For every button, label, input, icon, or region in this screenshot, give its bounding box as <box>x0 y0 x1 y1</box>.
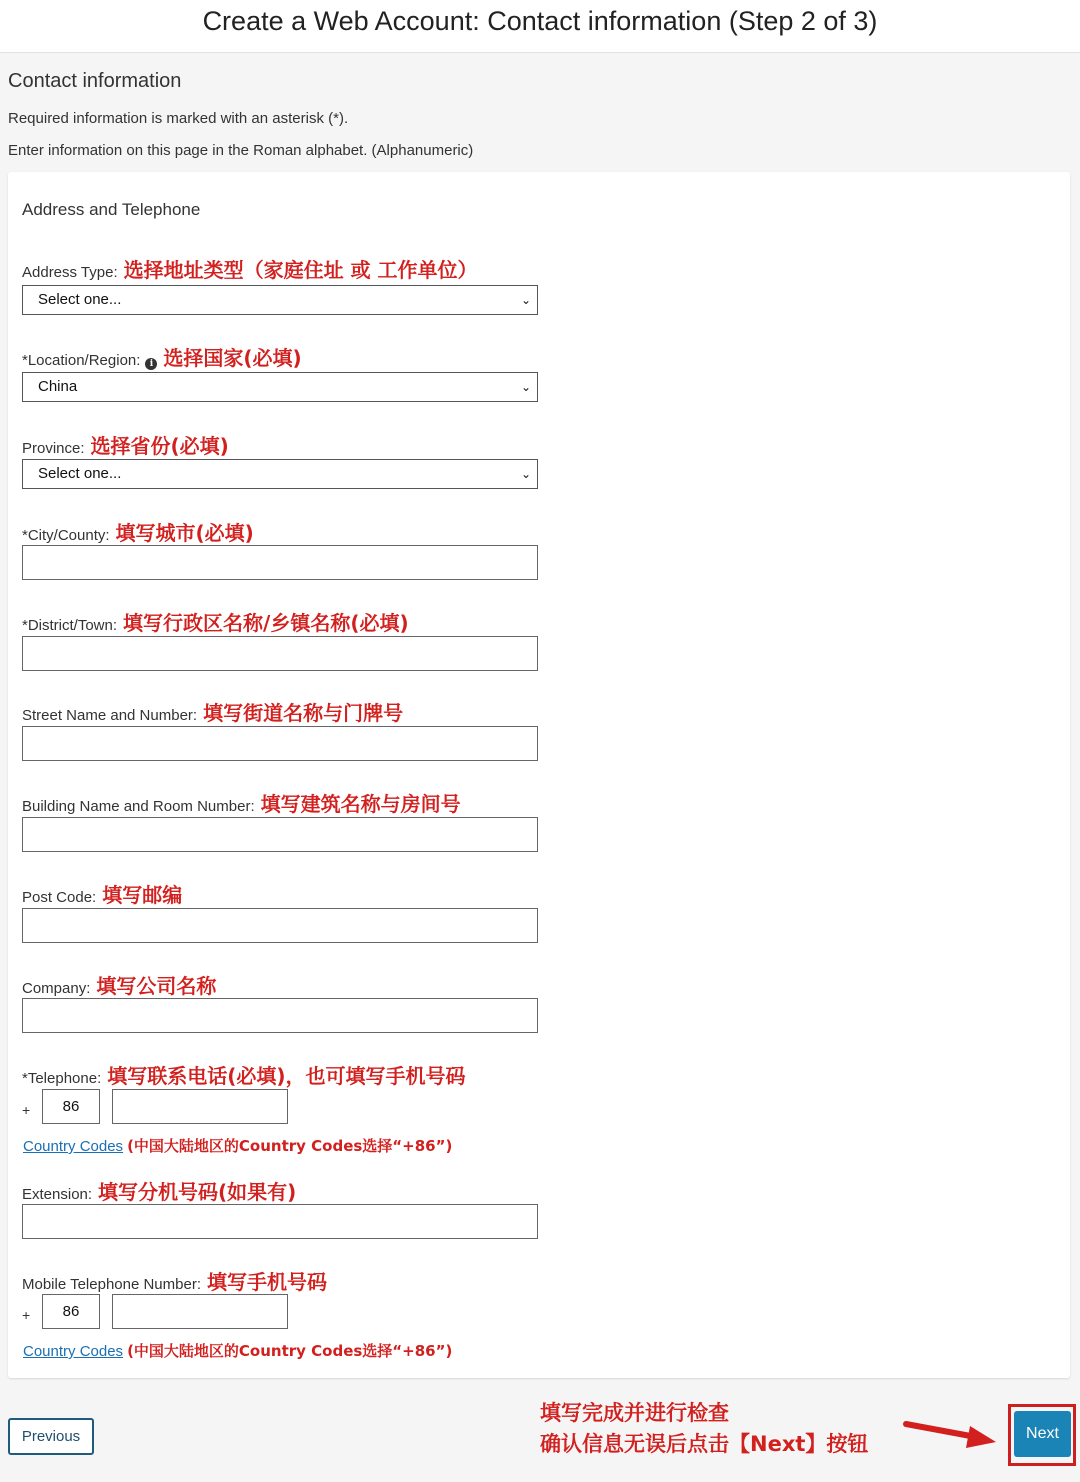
location-value: China <box>38 378 78 395</box>
building-input[interactable] <box>22 817 538 852</box>
chevron-down-icon: ⌄ <box>520 293 531 307</box>
telephone-country-code-input[interactable]: 86 <box>42 1089 100 1124</box>
country-codes-annotation: (中国大陆地区的Country Codes选择“+86”) <box>127 1342 453 1360</box>
company-label-row <box>22 970 216 999</box>
district-label-row <box>22 607 409 636</box>
location-select[interactable] <box>22 372 538 402</box>
province-label-row <box>22 430 229 459</box>
province-annotation: 选择省份(必填) <box>90 434 229 458</box>
province-value: Select one... <box>38 465 122 482</box>
section-title: Contact information <box>8 70 182 92</box>
street-annotation: 填写街道名称与门牌号 <box>203 701 404 725</box>
district-annotation: 填写行政区名称/乡镇名称(必填) <box>123 611 409 635</box>
building-label: Building Name and Room Number: <box>22 798 255 815</box>
chevron-down-icon: ⌄ <box>520 467 531 481</box>
location-label: *Location/Region: <box>22 352 141 369</box>
company-label: Company: <box>22 980 91 997</box>
province-select[interactable] <box>22 459 538 489</box>
red-arrow-icon <box>900 1414 1000 1454</box>
telephone-label: *Telephone: <box>22 1070 102 1087</box>
building-annotation: 填写建筑名称与房间号 <box>260 792 461 816</box>
alphabet-note: Enter information on this page in the Roman alphabet. (Alphanumeric) <box>8 142 474 159</box>
mobile-label: Mobile Telephone Number: <box>22 1276 201 1293</box>
street-input[interactable] <box>22 726 538 761</box>
mobile-label-row <box>22 1266 327 1295</box>
address-telephone-card <box>8 172 1070 1378</box>
country-codes-link[interactable]: Country Codes <box>23 1138 124 1155</box>
card-title: Address and Telephone <box>22 200 201 219</box>
building-label-row <box>22 788 461 817</box>
extension-input[interactable] <box>22 1204 538 1239</box>
page-header <box>0 0 1080 53</box>
country-codes-link[interactable]: Country Codes <box>23 1343 124 1360</box>
mobile-country-code-input[interactable]: 86 <box>42 1294 100 1329</box>
city-input[interactable] <box>22 545 538 580</box>
mobile-plus-sign: + <box>22 1307 31 1323</box>
location-label-row <box>22 342 302 371</box>
previous-button[interactable]: Previous <box>8 1418 94 1455</box>
street-label: Street Name and Number: <box>22 707 198 724</box>
street-label-row <box>22 697 403 726</box>
required-note: Required information is marked with an asterisk (*). <box>8 110 349 127</box>
address-type-label: Address Type: <box>22 264 118 281</box>
province-label: Province: <box>22 440 85 457</box>
postcode-input[interactable] <box>22 908 538 943</box>
address-type-label-row <box>22 254 478 283</box>
next-button[interactable]: Next <box>1014 1411 1071 1457</box>
mobile-number-input[interactable] <box>112 1294 288 1329</box>
company-annotation: 填写公司名称 <box>96 974 217 998</box>
city-annotation: 填写城市(必填) <box>115 521 254 545</box>
postcode-label: Post Code: <box>22 889 97 906</box>
telephone-country-codes-row <box>23 1135 452 1156</box>
extension-label-row <box>22 1176 296 1205</box>
bottom-annotation-line2: 确认信息无误后点击【Next】按钮 <box>540 1432 869 1456</box>
mobile-annotation: 填写手机号码 <box>207 1270 327 1294</box>
telephone-annotation: 填写联系电话(必填)，也可填写手机号码 <box>107 1064 466 1088</box>
telephone-number-input[interactable] <box>112 1089 288 1124</box>
address-type-value: Select one... <box>38 291 122 308</box>
postcode-label-row <box>22 879 182 908</box>
location-annotation: 选择国家(必填) <box>163 346 302 370</box>
city-label: *City/County: <box>22 527 110 544</box>
telephone-plus-sign: + <box>22 1102 31 1118</box>
info-icon[interactable]: i <box>145 358 157 370</box>
postcode-annotation: 填写邮编 <box>102 883 183 907</box>
bottom-annotation-line1: 填写完成并进行检查 <box>540 1401 729 1425</box>
extension-annotation: 填写分机号码(如果有) <box>98 1180 297 1204</box>
extension-label: Extension: <box>22 1186 93 1203</box>
mobile-country-codes-row <box>23 1340 452 1361</box>
address-type-select[interactable] <box>22 285 538 315</box>
district-label: *District/Town: <box>22 617 118 634</box>
telephone-label-row <box>22 1060 466 1089</box>
company-input[interactable] <box>22 998 538 1033</box>
chevron-down-icon: ⌄ <box>520 380 531 394</box>
country-codes-annotation: (中国大陆地区的Country Codes选择“+86”) <box>127 1137 453 1155</box>
city-label-row <box>22 517 254 546</box>
address-type-annotation: 选择地址类型（家庭住址 或 工作单位） <box>123 258 478 282</box>
page-title: Create a Web Account: Contact information (Step 2 of 3) <box>202 6 878 36</box>
district-input[interactable] <box>22 636 538 671</box>
bottom-annotation <box>540 1398 868 1460</box>
